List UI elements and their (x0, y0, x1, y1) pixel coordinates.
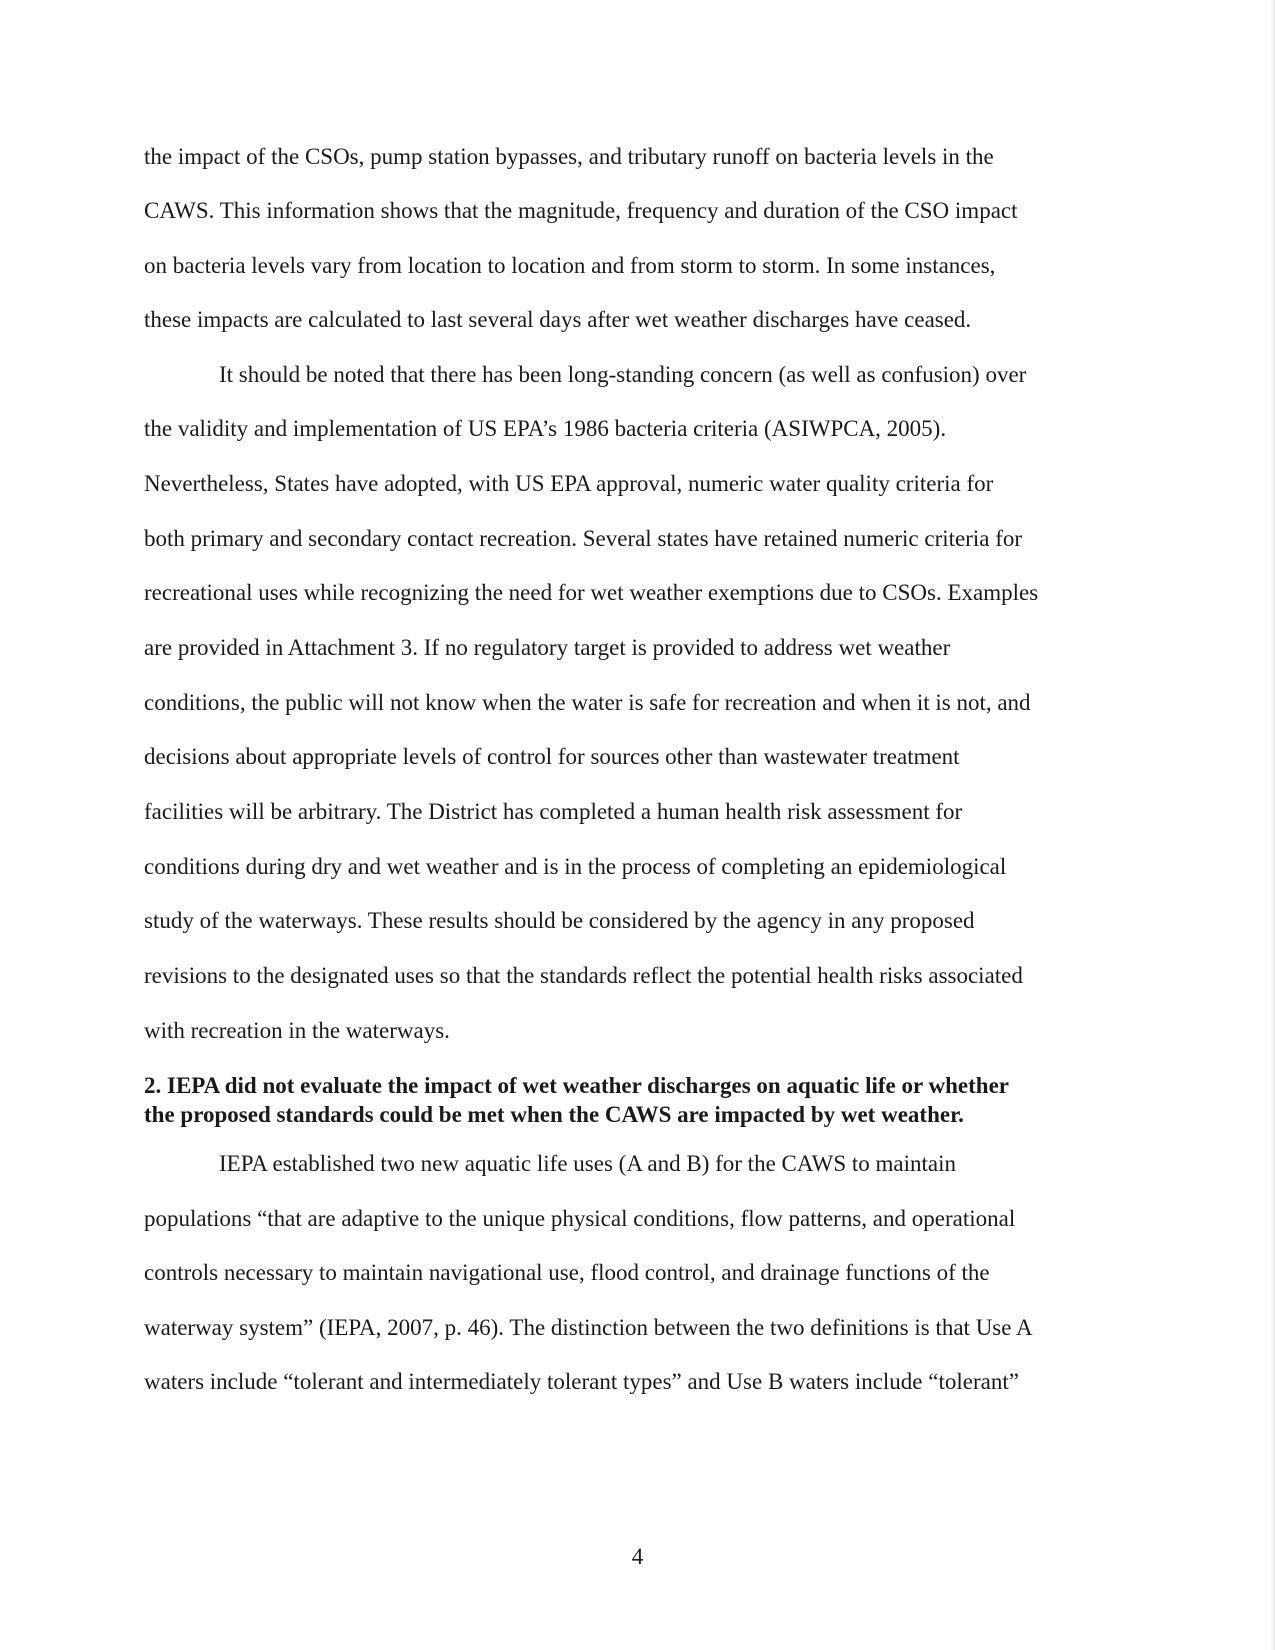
paragraph-2-line-5: recreational uses while recognizing the need for wet weather exemptions due to CSOs. Examples (144, 580, 1039, 605)
paragraph-2-line-10: conditions during dry and wet weather and is in the process of completing an epidemiological (144, 854, 1007, 879)
paragraph-2-line-6: are provided in Attachment 3. If no regulatory target is provided to address wet weather (144, 635, 951, 660)
paragraph-2-line-9: facilities will be arbitrary. The District has completed a human health risk assessment for (144, 799, 963, 824)
section-heading-line-2: the proposed standards could be met when the CAWS are impacted by wet weather. (144, 1102, 964, 1127)
scan-edge (1271, 0, 1275, 1650)
page-number: 4 (631, 1544, 644, 1569)
paragraph-3-line-5: waters include “tolerant and intermediately tolerant types” and Use B waters include “tolerant” (144, 1369, 1019, 1394)
paragraph-1-line-3: on bacteria levels vary from location to location and from storm to storm. In some instances, (144, 253, 996, 278)
paragraph-1-line-1: the impact of the CSOs, pump station bypasses, and tributary runoff on bacteria levels in the (144, 144, 994, 169)
paragraph-2-line-13: with recreation in the waterways. (144, 1018, 450, 1043)
paragraph-2-line-11: study of the waterways. These results should be considered by the agency in any proposed (144, 908, 975, 933)
paragraph-2-line-2: the validity and implementation of US EPA’s 1986 bacteria criteria (ASIWPCA, 2005). (144, 416, 947, 441)
paragraph-2-line-7: conditions, the public will not know when the water is safe for recreation and when it is not, and (144, 690, 1031, 715)
paragraph-2-line-3: Nevertheless, States have adopted, with US EPA approval, numeric water quality criteria for (144, 471, 994, 496)
paragraph-3-line-2: populations “that are adaptive to the unique physical conditions, flow patterns, and operational (144, 1206, 1016, 1231)
paragraph-2-line-8: decisions about appropriate levels of control for sources other than wastewater treatment (144, 744, 960, 769)
paragraph-2-line-1: It should be noted that there has been long-standing concern (as well as confusion) over (219, 362, 1027, 387)
paragraph-2-line-4: both primary and secondary contact recreation. Several states have retained numeric criteria for (144, 526, 1023, 551)
paragraph-1-line-2: CAWS. This information shows that the magnitude, frequency and duration of the CSO impact (144, 198, 1018, 223)
paragraph-2-line-12: revisions to the designated uses so that the standards reflect the potential health risks associated (144, 963, 1023, 988)
paragraph-3-line-3: controls necessary to maintain navigational use, flood control, and drainage functions of the (144, 1260, 990, 1285)
paragraph-3-line-4: waterway system” (IEPA, 2007, p. 46). The distinction between the two definitions is that Use A (144, 1315, 1033, 1340)
section-heading-line-1: 2. IEPA did not evaluate the impact of wet weather discharges on aquatic life or whether (144, 1073, 1009, 1098)
paragraph-3-line-1: IEPA established two new aquatic life uses (A and B) for the CAWS to maintain (219, 1151, 957, 1176)
paragraph-1-line-4: these impacts are calculated to last several days after wet weather discharges have ceased. (144, 307, 972, 332)
